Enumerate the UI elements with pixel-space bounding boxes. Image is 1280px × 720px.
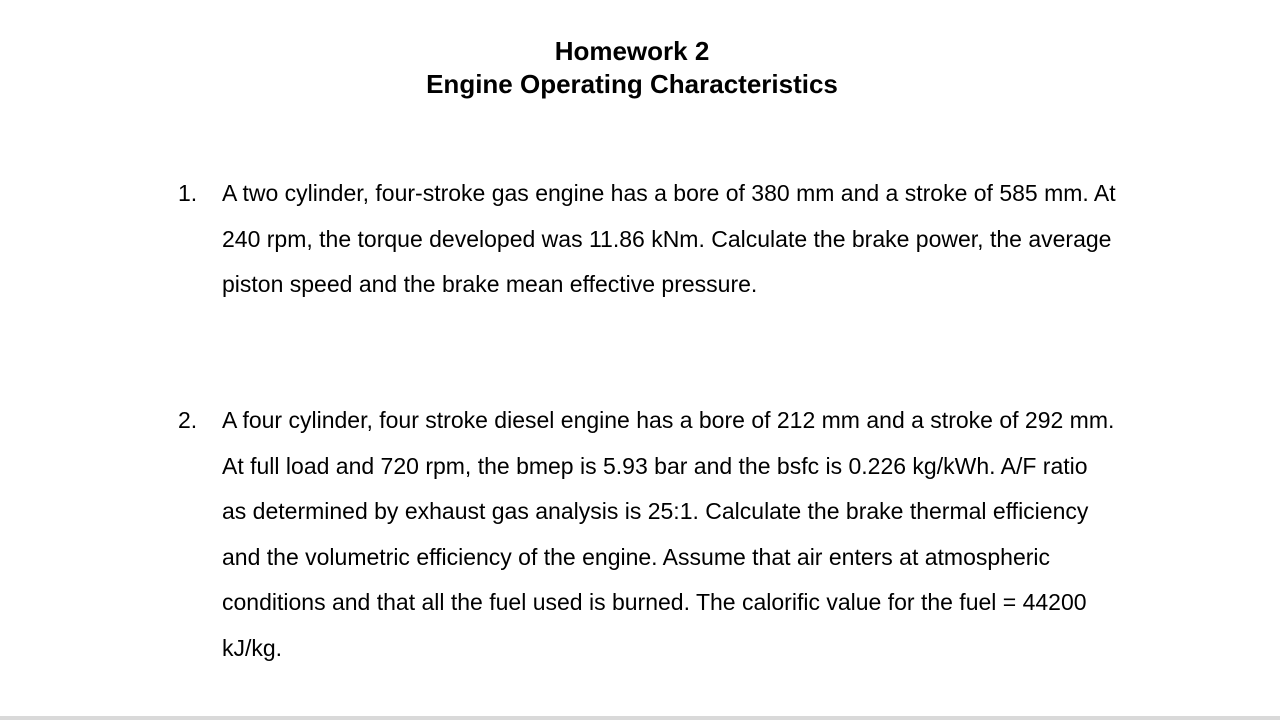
document-title xyxy=(0,35,1264,101)
title-subject: Engine Operating Characteristics xyxy=(426,69,838,99)
problem-2-text: A four cylinder, four stroke diesel engine has a bore of 212 mm and a stroke of 292 mm. At full load and 720 rpm, the bmep is 5.93 bar and the bsfc is 0.226 kg/kWh. A/F ratio as determined by exhaust gas analysis is 25:1. Calculate the brake thermal efficiency and the volumetric efficiency of the engine. Assume that air enters at atmospheric conditions and that all the fuel used is burned. The calorific value for the fuel = 44200 kJ/kg. xyxy=(222,407,1115,661)
problem-1-text: A two cylinder, four-stroke gas engine has a bore of 380 mm and a stroke of 585 mm. At 240 rpm, the torque developed was 11.86 kNm. Calculate the brake power, the average piston speed and the brake mean effective pressure. xyxy=(222,180,1116,297)
title-homework-number: Homework 2 xyxy=(554,36,710,66)
page-bottom-edge xyxy=(0,716,1280,720)
problem-1-number: 1. xyxy=(178,180,198,206)
problem-2 xyxy=(178,398,1118,671)
problem-2-number: 2. xyxy=(178,407,198,433)
problem-1 xyxy=(178,171,1118,308)
